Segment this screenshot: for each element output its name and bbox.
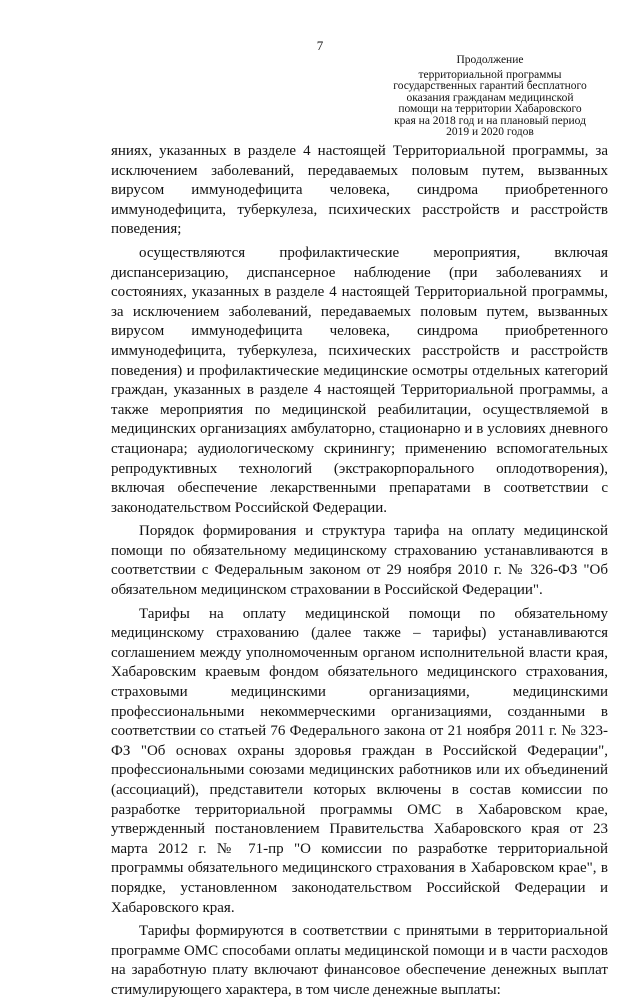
header-line: государственных гарантий бесплатного bbox=[393, 80, 587, 92]
paragraph: Тарифы формируются в соответствии с принятыми в территориальной программе ОМС способами оплаты медицинской помощи и в части расходов на заработную плату включают финансовое обеспечение денежных выплат стимулирующего характера, в том числе денежные выплаты: bbox=[111, 923, 608, 998]
paragraph: осуществляются профилактические мероприятия, включая диспансеризацию, диспансерное наблюдение (при заболеваниях и состояниях, указанных в разделе 4 настоящей Территориальной программы, за исключением заболеваний, передаваемых половым путем, вызванных вирусом иммунодефицита человека, синдрома приобретенного иммунодефицита, туберкулеза, психических расстройств и расстройств поведения) и профилактические медицинские осмотры отдельных категорий граждан, указанных в разделе 4 настоящей Территориальной программы, а также мероприятия по медицинской реабилитации, осуществляемой в медицинских организациях амбулаторно, стационарно и в условиях дневного стационара; аудиологическому скринингу; применению вспомогательных репродуктивных технологий (экстракорпорального оплодотворения), включая обеспечение лекарственными препаратами в соответствии с законодательством Российской Федерации. bbox=[111, 244, 608, 516]
document-header bbox=[360, 55, 620, 139]
header-continuation: Продолжение bbox=[456, 54, 524, 66]
paragraph: яниях, указанных в разделе 4 настоящей Территориальной программы, за исключением заболеваний, передаваемых половым путем, вызванных вирусом иммунодефицита человека, синдрома приобретенного иммунодефицита, туберкулеза, психических расстройств и расстройств поведения; bbox=[111, 143, 608, 238]
paragraph: Порядок формирования и структура тарифа на оплату медицинской помощи по обязательному медицинскому страхованию устанавливаются в соответствии с Федеральным законом от 29 ноября 2010 г. № 326-ФЗ "Об обязательном медицинском страховании в Российской Федерации". bbox=[111, 523, 608, 599]
paragraph: Тарифы на оплату медицинской помощи по обязательному медицинскому страхованию (далее также – тарифы) устанавливаются соглашением между уполномоченным органом исполнительной власти края, Хабаровским краевым фондом обязательного медицинского страхования, страховыми медицинскими организациями, медицинскими профессиональными некоммерческими организациями, созданными в соответствии со статьей 76 Федерального закона от 21 ноября 2011 г. № 323-ФЗ "Об основах охраны здоровья граждан в Российской Федерации", профессиональными союзами медицинских работников или их объединений (ассоциаций), представители которых включены в состав комиссии по разработке территориальной программы ОМС в Хабаровском крае, утвержденный постановлением Правительства Хабаровского края от 23 марта 2012 г. № 71-пр "О комиссии по разработке территориальной программы обязательного медицинского страхования в Хабаровском крае", в порядке, установленном законодательством Российской Федерации и Хабаровского края. bbox=[111, 605, 608, 916]
header-line: территориальной программы bbox=[418, 68, 562, 81]
header-line: края на 2018 год и на плановый период bbox=[394, 114, 586, 127]
header-line: помощи на территории Хабаровского bbox=[398, 103, 582, 115]
page-number: 7 bbox=[316, 38, 324, 53]
document-body bbox=[111, 142, 608, 1005]
header-line: 2019 и 2020 годов bbox=[446, 126, 534, 138]
header-line: оказания гражданам медицинской bbox=[406, 91, 574, 104]
